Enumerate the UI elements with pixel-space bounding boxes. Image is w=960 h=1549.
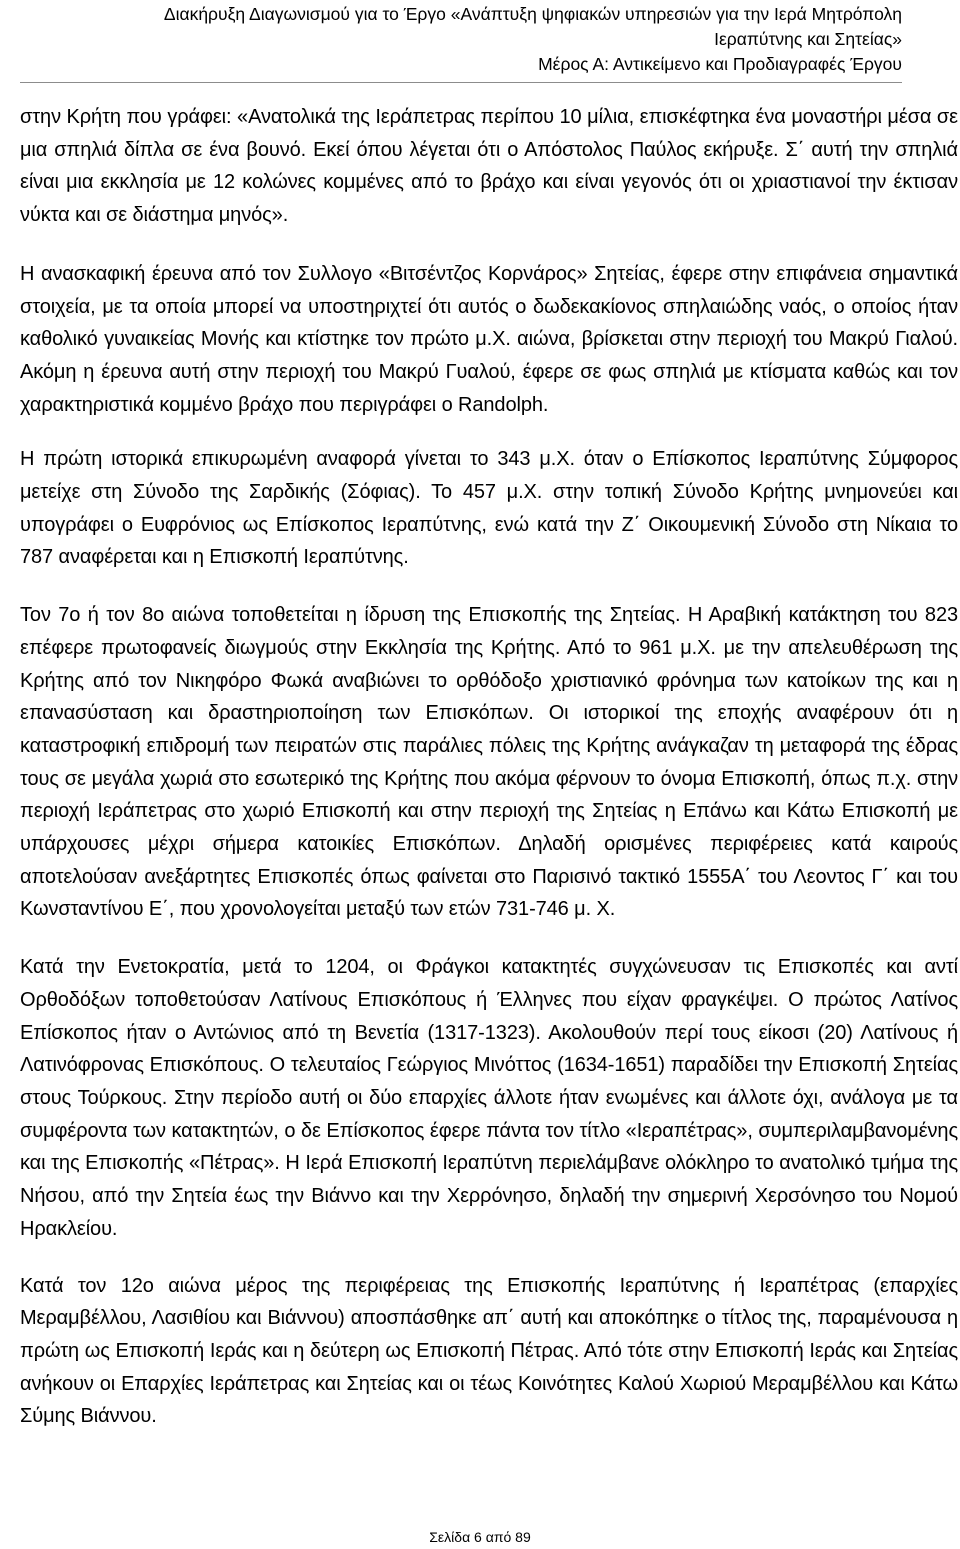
header-title-line-2: Ιεραπύτνης και Σητείας» [714, 29, 902, 49]
paragraph-excavation: Η ανασκαφική έρευνα από τον Συλλογο «Βιτσέντζος Κορνάρος» Σητείας, έφερε στην επιφάνεια σημαντικά στοιχεία, με τα οποία μπορεί να υποστηριχτεί ότι αυτός ο δωδεκακίονος σπηλαιώδης ναός, ο οποίος ήταν καθολικό γυναικείας Μονής και κτίστηκε τον πρώτο μ.Χ. αιώνα, βρίσκεται στην περιοχή του Μακρύ Γιαλού. Ακόμη η έρευνα αυτή στην περιοχή του Μακρύ Γυαλού, έφερε σε φως σπηλιά με κτίσματα καθώς και τον χαρακτηριστικά κομμένο βράχο που περιγράφει ο Randolph. [20, 262, 958, 416]
document-body [20, 101, 958, 1433]
header-divider [20, 82, 902, 83]
paragraph-randolph-quote: στην Κρήτη που γράφει: «Ανατολικά της Ιεράπετρας περίπου 10 μίλια, επισκέφτηκα ένα μοναστήρι μέσα σε μια σπηλιά δίπλα σε ένα βουνό. Εκεί όπου λέγεται ότι ο Απόστολος Παύλος εκήρυξε. Σ΄ αυτή την σπηλιά είναι μια εκκλησία με 12 κολώνες κομμένες από το βράχο και είναι γεγονός ότι οι χριαστιανοί την έκτισαν νύκτα και σε διάστημα μηνός». [20, 106, 958, 227]
page-number: Σελίδα 6 από 89 [429, 1529, 531, 1545]
page-footer [0, 1529, 960, 1545]
paragraph-12th-century: Κατά τον 12ο αιώνα μέρος της περιφέρειας της Επισκοπής Ιεραπύτνης ή Ιεραπέτρας (επαρχίες Μεραμβέλλου, Λασιθίου και Βιάννου) αποσπάσθηκε απ΄ αυτή και αποκόπηκε ο τίτλος της, παραμένουσα η πρώτη ως Επισκοπή Ιεράς και η δεύτερη ως Επισκοπή Πέτρας. Από τότε στην Επισκοπή Ιεράς και Σητείας ανήκουν οι Επαρχίες Ιεράπετρας και Σητείας και οι τέως Κοινότητες Καλού Χωριού Μεραμβέλλου και Κάτω Σύμης Βιάννου. [20, 1274, 958, 1428]
page-header [42, 2, 902, 77]
header-subtitle: Μέρος Α: Αντικείμενο και Προδιαγραφές Έργου [538, 54, 902, 74]
paragraph-first-reference: Η πρώτη ιστορικά επικυρωμένη αναφορά γίνεται το 343 μ.Χ. όταν ο Επίσκοπος Ιεραπύτνης Σύμφορος μετείχε στη Σύνοδο της Σαρδικής (Σόφιας). Το 457 μ.Χ. στην τοπική Σύνοδο Κρήτης μνημονεύει και υπογράφει ο Ευφρόνιος ως Επίσκοπος Ιεραπύτνης, ενώ κατά την Ζ΄ Οικουμενική Σύνοδο στη Νίκαια το 787 αναφέρεται και η Επισκοπή Ιεραπύτνης. [20, 448, 958, 569]
header-title-line-1: Διακήρυξη Διαγωνισμού για το Έργο «Ανάπτυξη ψηφιακών υπηρεσιών για την Ιερά Μητρόπολη [163, 4, 902, 24]
paragraph-venetian-rule: Κατά την Ενετοκρατία, μετά το 1204, οι Φράγκοι κατακτητές συγχώνευσαν τις Επισκοπές και αντί Ορθοδόξων τοποθετούσαν Λατίνους Επισκόπους ή Έλληνες που είχαν φραγκέψει. Ο πρώτος Λατίνος Επίσκοπος ήταν ο Αντώνιος από τη Βενετία (1317-1323). Ακολουθούν περί τους είκοσι (20) Λατίνους ή Λατινόφρονας Επισκόπους. Ο τελευταίος Γεώργιος Μινόττος (1634-1651) παραδίδει την Επισκοπή Σητείας στους Τούρκους. Στην περίοδο αυτή οι δύο επαρχίες άλλοτε ήταν ενωμένες και άλλοτε όχι, ανάλογα με τα συμφέροντα των κατακτητών, ο δε Επίσκοπος έφερε πάντα τον τίτλο «Ιεραπέτρας», συμπεριλαμβανομένης και της Επισκοπής «Πέτρας». Η Ιερά Επισκοπή Ιεραπύτνη περιελάμβανε ολόκληρο το ανατολικό τμήμα της Νήσου, από την Σητεία έως την Βιάννο και την Χερρόνησο, δηλαδή την σημερινή Χερσόνησο του Νομού Ηρακλείου. [20, 956, 958, 1240]
paragraph-sitia-bishopric: Τον 7ο ή τον 8ο αιώνα τοποθετείται η ίδρυση της Επισκοπής της Σητείας. Η Αραβική κατάκτηση του 823 επέφερε πρωτοφανείς διωγμούς στην Εκκλησία της Κρήτης. Από το 961 μ.Χ. με την απελευθέρωση της Κρήτης από τον Νικηφόρο Φωκά αναβιώνει το ορθόδοξο χριστιανικό φρόνημα των κατοίκων της και η επανασύσταση και δραστηριοποίηση των Επισκόπων. Οι ιστορικοί της εποχής αναφέρουν ότι η καταστροφική επιδρομή των πειρατών στις παράλιες πόλεις της Κρήτης ανάγκαζαν τη μεταφορά της έδρας τους σε μεγάλα χωριά στο εσωτερικό της Κρήτης που ακόμα φέρνουν το όνομα Επισκοπή, όπως π.χ. στην περιοχή Ιεράπετρας στο χωριό Επισκοπή και στην περιοχή της Σητείας η Επάνω και Κάτω Επισκοπή με υπάρχουσες μέχρι σήμερα κατοικίες Επισκόπων. Δηλαδή ορισμένες περιφέρειες κατά καιρούς αποτελούσαν ανεξάρτητες Επισκοπές όπως φαίνεται στο Παρισινό τακτικό 1555Α΄ του Λεοντος Γ΄ και του Κωνσταντίνου Ε΄, που χρονολογείται μεταξύ των ετών 731-746 μ. Χ. [20, 604, 958, 921]
